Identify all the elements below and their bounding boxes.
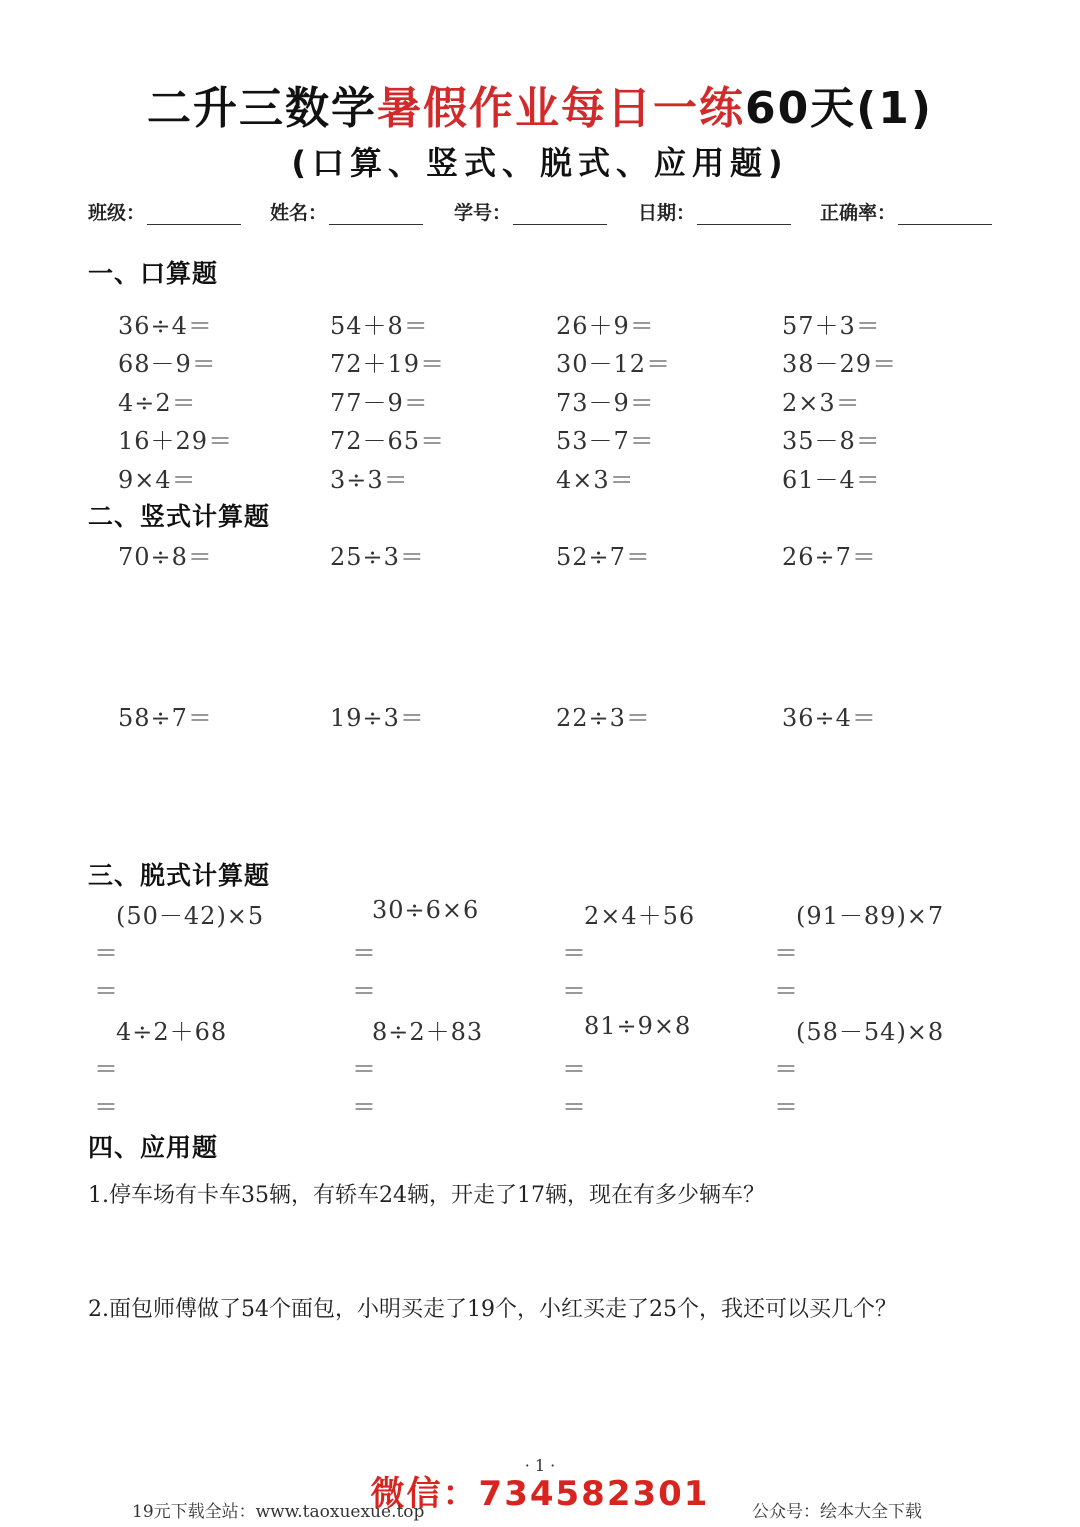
word-problem-2: 2.面包师傅做了54个面包，小明买走了19个，小红买走了25个，我还可以买几个？: [88, 1297, 897, 1322]
equals-line: ＝: [774, 1093, 798, 1121]
equals-line: ＝: [94, 939, 118, 967]
title-part1: 二升三数学: [146, 83, 377, 134]
page-number: · 1 ·: [524, 1456, 556, 1475]
info-date: 日期：: [638, 198, 791, 225]
section-step-title: 三、脱式计算题: [88, 861, 271, 890]
equals-line: ＝: [562, 1093, 586, 1121]
equals-line: ＝: [774, 977, 798, 1005]
oral-problem: 73－9＝: [556, 389, 655, 417]
date-blank[interactable]: [697, 202, 791, 225]
info-class: 班级：: [88, 198, 241, 225]
vertical-problem: 26÷7＝: [782, 543, 877, 571]
equals-line: ＝: [562, 977, 586, 1005]
vertical-problem: 19÷3＝: [330, 704, 425, 732]
step-problem: 2×4＋56: [584, 902, 696, 930]
oral-problem: 72＋19＝: [330, 350, 446, 378]
step-problem: 4÷2＋68: [116, 1018, 228, 1046]
oral-problem: 3÷3＝: [330, 466, 409, 494]
page-title: [0, 72, 1080, 136]
oral-problem: 61－4＝: [782, 466, 881, 494]
footer-account: 公众号：绘本大全下载: [752, 1502, 922, 1522]
student-no-blank[interactable]: [513, 202, 607, 225]
section-word-title: 四、应用题: [88, 1133, 219, 1162]
oral-problem: 2×3＝: [782, 389, 861, 417]
oral-problem: 38－29＝: [782, 350, 898, 378]
equals-line: ＝: [352, 1093, 376, 1121]
vertical-problem: 58÷7＝: [118, 704, 213, 732]
equals-line: ＝: [562, 939, 586, 967]
info-name: 姓名：: [270, 198, 423, 225]
oral-problem: 26＋9＝: [556, 312, 655, 340]
oral-problem: 30－12＝: [556, 350, 672, 378]
oral-problem: 9×4＝: [118, 466, 197, 494]
title-part2: 暑假作业每日一练: [376, 83, 745, 134]
step-problem: (58－54)×8: [796, 1018, 945, 1046]
oral-problem: 54＋8＝: [330, 312, 429, 340]
section-oral-title: 一、口算题: [88, 259, 219, 288]
name-blank[interactable]: [329, 202, 423, 225]
oral-problem: 36÷4＝: [118, 312, 213, 340]
oral-problem: 4÷2＝: [118, 389, 197, 417]
equals-line: ＝: [774, 939, 798, 967]
equals-line: ＝: [94, 977, 118, 1005]
info-student-no: 学号：: [454, 198, 607, 225]
oral-problem: 57＋3＝: [782, 312, 881, 340]
step-problem: 30÷6×6: [372, 896, 480, 924]
word-problem-1: 1.停车场有卡车35辆，有轿车24辆，开走了17辆，现在有多少辆车？: [88, 1183, 765, 1208]
page-subtitle: (口算、竖式、脱式、应用题): [291, 144, 789, 182]
oral-problem: 4×3＝: [556, 466, 635, 494]
equals-line: ＝: [352, 977, 376, 1005]
accuracy-blank[interactable]: [898, 202, 992, 225]
equals-line: ＝: [94, 1055, 118, 1083]
info-accuracy: 正确率：: [820, 198, 992, 225]
oral-problem: 16＋29＝: [118, 427, 234, 455]
oral-problem: 72－65＝: [330, 427, 446, 455]
equals-line: ＝: [562, 1055, 586, 1083]
step-problem: 81÷9×8: [584, 1012, 692, 1040]
step-problem: 8÷2＋83: [372, 1018, 484, 1046]
section-vertical-title: 二、竖式计算题: [88, 502, 271, 531]
title-part3: 60天(1): [744, 83, 934, 134]
step-problem: (50－42)×5: [116, 902, 265, 930]
oral-problem: 35－8＝: [782, 427, 881, 455]
vertical-problem: 52÷7＝: [556, 543, 651, 571]
vertical-problem: 25÷3＝: [330, 543, 425, 571]
equals-line: ＝: [352, 939, 376, 967]
vertical-problem: 70÷8＝: [118, 543, 213, 571]
oral-problem: 77－9＝: [330, 389, 429, 417]
class-blank[interactable]: [147, 202, 241, 225]
equals-line: ＝: [94, 1093, 118, 1121]
footer-site: 19元下载全站：www.taoxuexue.top: [132, 1502, 425, 1522]
vertical-problem: 22÷3＝: [556, 704, 651, 732]
step-problem: (91－89)×7: [796, 902, 945, 930]
oral-problem: 53－7＝: [556, 427, 655, 455]
equals-line: ＝: [774, 1055, 798, 1083]
wechat-watermark: 微信：734582301: [370, 1474, 710, 1514]
equals-line: ＝: [352, 1055, 376, 1083]
oral-problem: 68－9＝: [118, 350, 217, 378]
vertical-problem: 36÷4＝: [782, 704, 877, 732]
